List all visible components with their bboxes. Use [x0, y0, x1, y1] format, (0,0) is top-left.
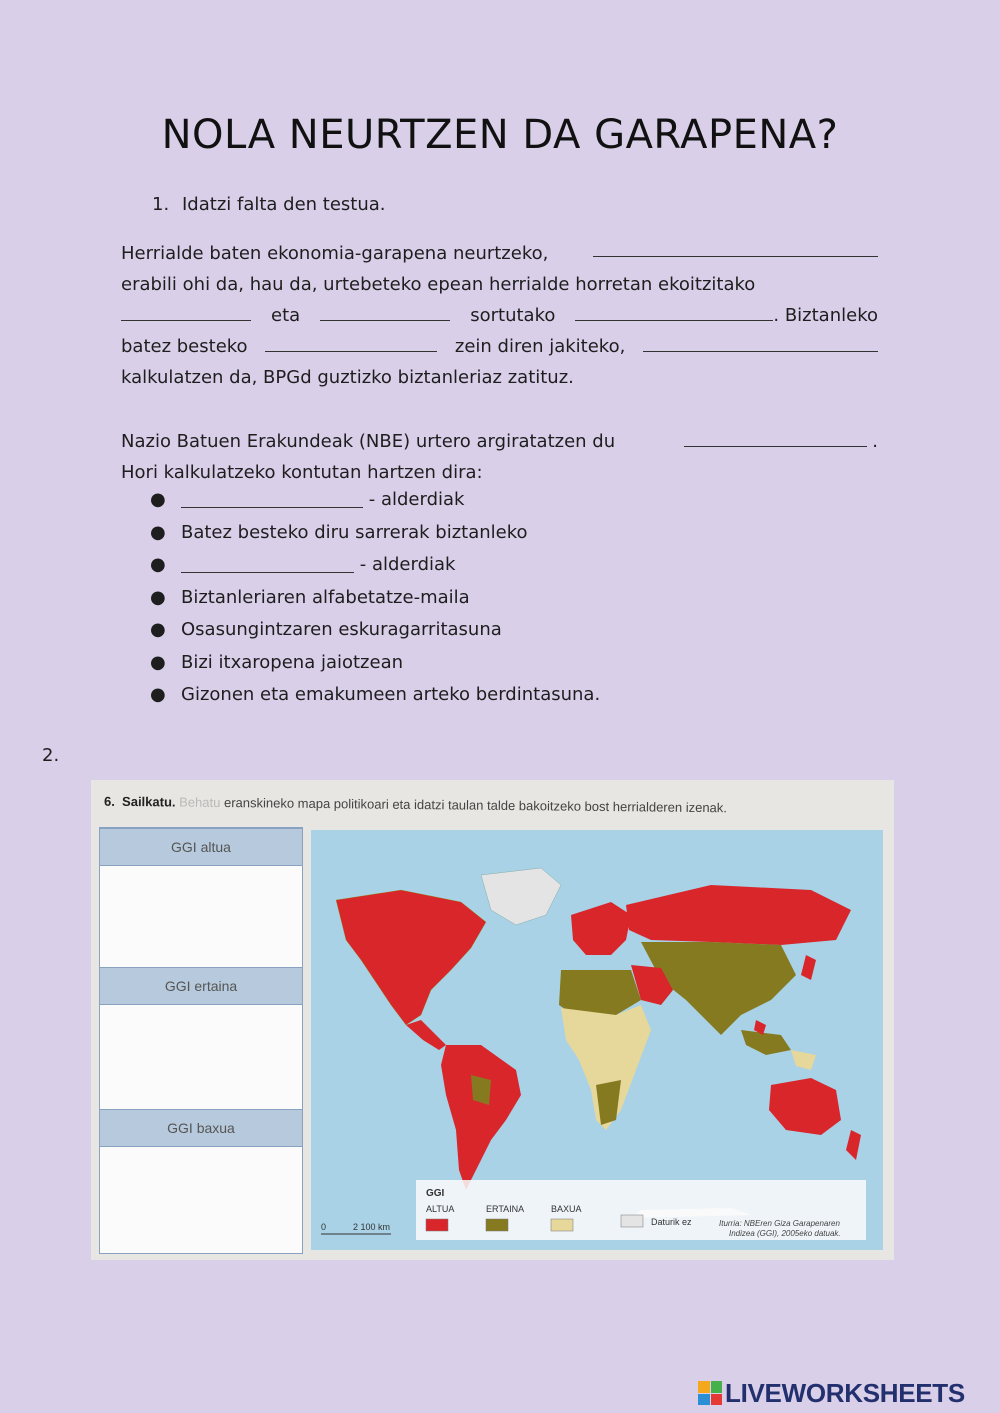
text-fragment: Hori kalkulatzeko kontutan hartzen dira:	[121, 462, 483, 483]
source-line-2: Indizea (GGI), 2005eko datuak.	[729, 1229, 841, 1238]
blank-field-3[interactable]	[320, 302, 450, 321]
text-fragment: Herrialde baten ekonomia-garapena neurtzeko,	[121, 243, 549, 264]
heading-rest: eranskineko mapa politikoari eta idatzi taulan talde bakoitzeko bost herrialderen izenak.	[223, 794, 728, 816]
text-fragment: kalkulatzen da, BPGd guztizko biztanleriaz zatituz.	[121, 367, 574, 388]
brand-text: LIVEWORKSHEETS	[725, 1377, 965, 1408]
russia-shape	[626, 885, 851, 945]
text-fragment: sortutako	[470, 305, 556, 326]
text-fragment: . Biztanleko	[773, 305, 878, 326]
exercise-1-instruction	[152, 194, 386, 215]
text-fragment: batez besteko	[121, 336, 248, 357]
legend-label: ALTUA	[426, 1204, 455, 1214]
png-shape	[791, 1050, 816, 1070]
bullet-text: - alderdiak	[368, 489, 465, 510]
answer-cell-low[interactable]	[100, 1147, 302, 1251]
textbook-photo	[91, 780, 894, 1260]
indonesia-shape	[741, 1030, 791, 1055]
scale-start: 0	[321, 1222, 327, 1232]
bullet-text: Gizonen eta emakumeen arteko berdintasuna.	[181, 684, 601, 705]
world-hdi-map	[311, 830, 883, 1250]
legend-swatch	[621, 1215, 643, 1227]
answer-cell-high[interactable]	[100, 866, 302, 966]
heading-number: 6.	[103, 793, 115, 809]
instruction-text: Idatzi falta den testua.	[182, 194, 386, 215]
page-title: NOLA NEURTZEN DA GARAPENA?	[161, 112, 839, 158]
legend-label: Daturik ez	[651, 1217, 692, 1227]
criteria-list	[150, 489, 600, 717]
scale-end: 2 100 km	[353, 1222, 391, 1232]
australia-shape	[769, 1078, 841, 1135]
category-medium: GGI ertaina	[100, 967, 302, 1005]
japan-shape	[801, 955, 816, 980]
north-america-shape	[336, 890, 486, 1025]
figure-heading	[104, 794, 727, 816]
blank-field-9[interactable]	[181, 554, 354, 573]
blank-field-7[interactable]	[684, 428, 867, 447]
heading-verb: Sailkatu.	[122, 793, 176, 810]
list-item: ● Osasungintzaren eskuragarritasuna	[150, 619, 502, 640]
new-zealand-shape	[846, 1130, 861, 1160]
bullet-text: Osasungintzaren eskuragarritasuna	[181, 619, 502, 640]
text-fragment: erabili ohi da, hau da, urtebeteko epean herrialde horretan ekoitzitako	[121, 274, 756, 295]
answer-cell-medium[interactable]	[100, 1005, 302, 1108]
bullet-text: Bizi itxaropena jaiotzean	[181, 651, 404, 673]
heading-faded: Behatu	[179, 794, 221, 810]
exercise-1-number: 1.	[152, 194, 170, 215]
exercise-2-number: 2.	[42, 745, 60, 766]
paragraph-1	[121, 238, 878, 393]
legend-swatch	[486, 1219, 508, 1231]
map-svg	[311, 830, 883, 1250]
text-fragment: eta	[271, 305, 301, 326]
text-fragment: zein diren jakiteko,	[454, 336, 626, 357]
legend-label: ERTAINA	[486, 1204, 525, 1214]
category-low: GGI baxua	[100, 1109, 302, 1147]
legend-label: BAXUA	[551, 1204, 582, 1214]
bullet-text: - alderdiak	[359, 554, 456, 575]
legend-swatch	[426, 1219, 448, 1231]
central-america-shape	[406, 1020, 446, 1050]
text-fragment: .	[872, 431, 878, 452]
list-item: ● - alderdiak	[150, 489, 465, 510]
greenland-shape	[481, 868, 561, 925]
category-high: GGI altua	[100, 828, 302, 866]
bullet-text: Batez besteko diru sarrerak biztanleko	[181, 521, 528, 543]
bullet-text: Biztanleriaren alfabetatze-maila	[181, 586, 470, 608]
paragraph-2	[121, 426, 878, 488]
list-item: ● - alderdiak	[150, 554, 456, 575]
blank-field-6[interactable]	[643, 333, 878, 352]
list-item: ● Bizi itxaropena jaiotzean	[150, 651, 404, 673]
europe-shape	[571, 902, 631, 955]
text-fragment: Nazio Batuen Erakundeak (NBE) urtero argiratatzen du	[121, 431, 616, 452]
source-line-1: Iturria: NBEren Giza Garapenaren	[719, 1219, 840, 1228]
legend-swatch	[551, 1219, 573, 1231]
liveworksheets-brand	[698, 1379, 965, 1407]
south-america-shape	[441, 1045, 521, 1190]
legend-title: GGI	[426, 1188, 445, 1199]
brand-logo-icon	[698, 1381, 722, 1405]
blank-field-2[interactable]	[121, 302, 251, 321]
list-item: ● Gizonen eta emakumeen arteko berdintasuna.	[150, 684, 601, 705]
list-item: ● Batez besteko diru sarrerak biztanleko	[150, 521, 528, 543]
blank-field-8[interactable]	[181, 489, 363, 508]
classification-table	[99, 827, 303, 1254]
blank-field-5[interactable]	[265, 333, 437, 352]
list-item: ● Biztanleriaren alfabetatze-maila	[150, 586, 470, 608]
blank-field-1[interactable]	[593, 238, 878, 257]
blank-field-4[interactable]	[575, 302, 773, 321]
